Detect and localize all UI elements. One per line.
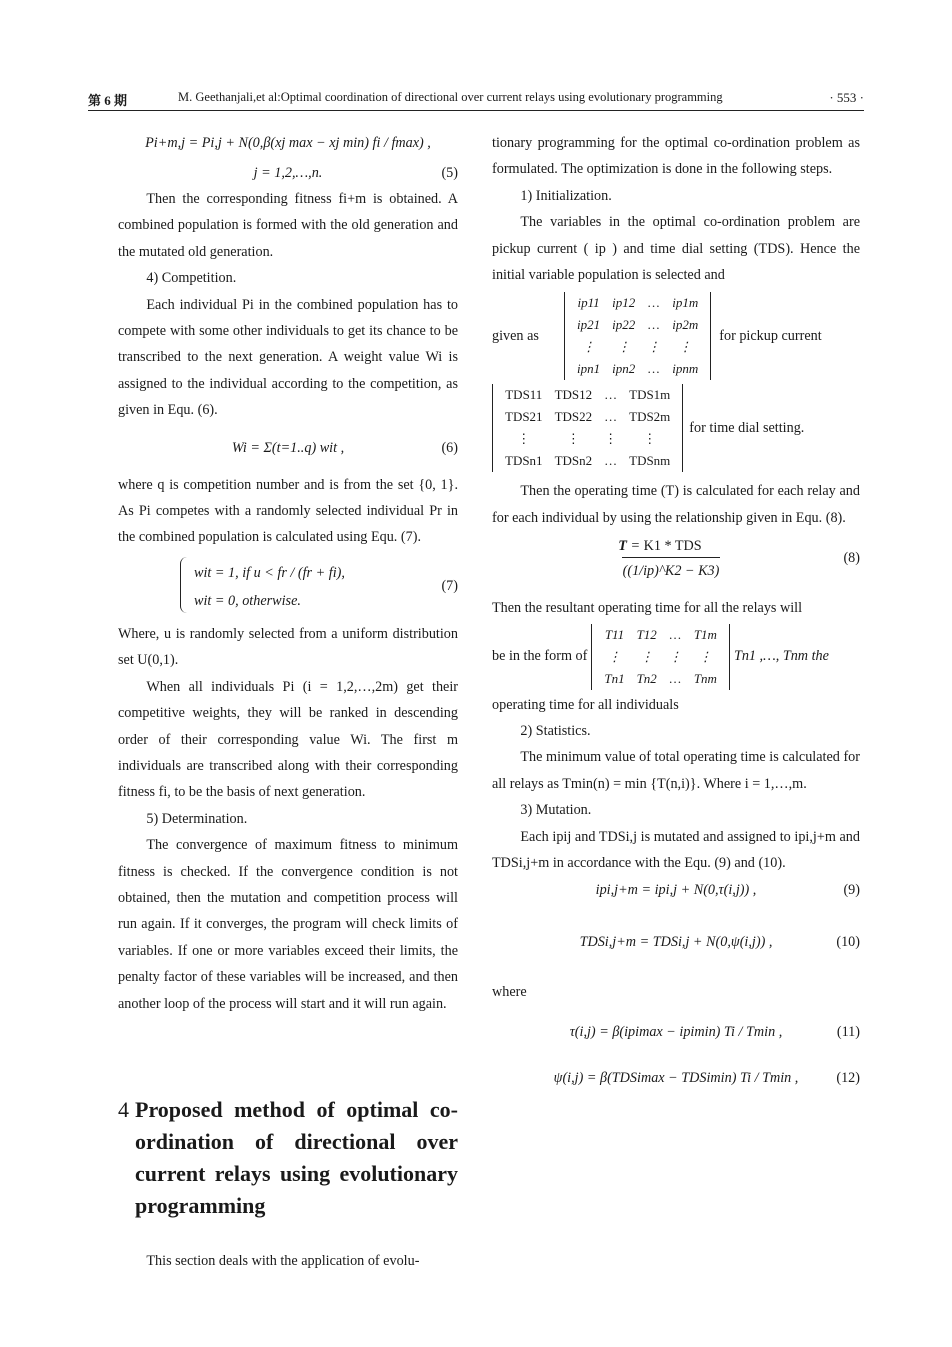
matrix-cell: ip2m (672, 317, 699, 333)
equation-5-number: (5) (441, 165, 458, 181)
given-as-label: given as (492, 328, 539, 345)
matrix-cell: TDS12 (554, 387, 593, 403)
matrix-cell: TDS2m (629, 409, 671, 425)
running-title: M. Geethanjali,et al:Optimal coordination of directional over current relays using evolutionary programming (178, 90, 723, 104)
pickup-current-matrix (564, 292, 711, 380)
matrix-cell: ⋮ (647, 339, 661, 355)
matrix-cell: ipn1 (577, 361, 601, 377)
matrix-cell: ⋮ (668, 648, 682, 664)
matrix-row (598, 668, 723, 690)
matrix-row (499, 428, 676, 450)
matrix-cell: ⋮ (604, 431, 618, 447)
equation-7-number: (7) (441, 577, 458, 594)
paragraph: When all individuals Pi (i = 1,2,…,2m) get their competitive weights, they will be ranked in descending order of their corresponding value Wi. The first m individuals are transcribed along with their corresponding fitness fi, to be the basis of next generation. (118, 678, 458, 801)
matrix-cell: … (647, 317, 660, 333)
matrix-row (499, 450, 676, 472)
matrix-cell: TDS21 (505, 409, 543, 425)
matrix-cell: … (669, 626, 682, 642)
matrix-row (571, 336, 704, 358)
equation-9-number: (9) (843, 881, 860, 898)
paragraph: where q is competition number and is from the set {0, 1}. As Pi competes with a randomly selected individual Pr in the combined population is calculated using Equ. (7). (118, 476, 458, 546)
operating-time-matrix-row (492, 624, 860, 690)
equation-7-case2: wit = 0, otherwise. (194, 592, 301, 609)
matrix-cell: TDSn2 (554, 453, 593, 469)
paragraph: Where, u is randomly selected from a uniform distribution set U(0,1). (118, 625, 458, 669)
matrix-row (571, 358, 704, 380)
matrix-cell: … (647, 295, 660, 311)
matrix-cell: ipnm (672, 361, 699, 377)
left-column (118, 130, 458, 1017)
equation-10 (492, 929, 860, 955)
matrix-cell: ⋮ (582, 339, 596, 355)
equation-7 (118, 557, 458, 619)
for-pickup-label: for pickup current (719, 328, 822, 345)
matrix-cell: ⋮ (617, 339, 631, 355)
equation-8 (492, 535, 860, 591)
issue-label: 第 6 期 (88, 93, 128, 108)
equation-9-body: ipi,j+m = ipi,j + N(0,τ(i,j)) , (595, 881, 757, 898)
matrix-cell: … (604, 387, 618, 403)
matrix-cell: TDS11 (505, 387, 543, 403)
where-label: where (492, 983, 527, 1000)
matrix-cell: T11 (604, 626, 625, 642)
equation-10-body: TDSi,j+m = TDSi,j + N(0,ψ(i,j)) , (579, 933, 773, 950)
paragraph: Each ipij and TDSi,j is mutated and assigned to ipi,j+m and TDSi,j+m in accordance with the Equ. (9) and (10). (492, 828, 860, 872)
paragraph: The minimum value of total operating time is calculated for all relays as Tmin(n) = min {T(n,i)}. Where i = 1,…,m. (492, 749, 860, 792)
equation-8-denominator: ((1/ip)^K2 − K3) (622, 557, 720, 584)
paragraph: tionary programming for the optimal co-ordination problem as formulated. The optimization is done in the following steps. (492, 135, 860, 178)
matrix-row (571, 314, 704, 336)
page-number: · 553 · (829, 90, 864, 105)
equation-6-number: (6) (441, 439, 458, 456)
equation-8-number: (8) (843, 550, 860, 567)
equation-8-numerator: T = K1 * TDS (618, 538, 702, 555)
equation-12-body: ψ(i,j) = β(TDSimax − TDSimin) Ti / Tmin , (553, 1069, 799, 1086)
be-in-form-label: be in the form of (492, 648, 588, 665)
step-heading: 5) Determination. (146, 810, 248, 827)
matrix-suffix: Tn1 ,…, Tnm the (733, 648, 829, 665)
operating-time-matrix (591, 624, 730, 690)
matrix-cell: ip21 (577, 317, 601, 333)
equation-5 (118, 130, 458, 156)
matrix-cell: TDS22 (554, 409, 593, 425)
matrix-row (598, 624, 723, 646)
equation-8-fraction (600, 535, 720, 584)
matrix-cell: Tnm (693, 670, 717, 686)
matrix-cell: T12 (636, 626, 657, 642)
equation-6-body: Wi = Σ(t=1..q) wit , (231, 439, 345, 456)
step-heading: 2) Statistics. (520, 723, 591, 740)
equation-12-number: (12) (836, 1069, 860, 1086)
paragraph: Then the operating time (T) is calculated for each relay and for each individual by using the relationship given in Equ. (8). (492, 483, 860, 526)
matrix-cell: ⋮ (678, 339, 692, 355)
matrix-cell: … (647, 361, 660, 377)
matrix-cell: … (669, 670, 682, 686)
matrix-cell: ip1m (672, 295, 699, 311)
equation-5-line2: j = 1,2,…,n. (253, 165, 323, 181)
equation-9 (492, 877, 860, 903)
paragraph: The convergence of maximum fitness to minimum fitness is checked. If the convergence condition is not obtained, then the mutation and competition process will run again. If it converges, the program will check limits of variables. If one or more variables exceed their limits, the penalty factor of these variables will be increased, and then another loop of the process will start and it will run again. (118, 837, 458, 1012)
right-column (492, 130, 860, 1091)
equation-5-line1: Pi+m,j = Pi,j + N(0,β(xj max − xj min) fi / fmax) , (145, 135, 431, 151)
matrix-cell: ip11 (577, 295, 600, 311)
matrix-cell: ip22 (612, 317, 636, 333)
matrix-row (499, 384, 676, 406)
matrix-cell: TDS1m (629, 387, 671, 403)
paragraph: operating time for all individuals (492, 696, 679, 713)
matrix-cell: ⋮ (517, 431, 531, 447)
equation-11-number: (11) (836, 1023, 860, 1040)
for-tds-label: for time dial setting. (689, 420, 805, 437)
equation-12 (492, 1065, 860, 1091)
equation-10-number: (10) (836, 933, 860, 950)
matrix-cell: Tn1 (604, 670, 625, 686)
paragraph: Then the corresponding fitness fi+m is obtained. A combined population is formed with the old generation and the mutated old generation. (118, 191, 458, 260)
equation-11 (492, 1019, 860, 1045)
matrix-cell: ⋮ (607, 648, 621, 664)
step-heading: 1) Initialization. (520, 187, 612, 204)
paragraph: Then the resultant operating time for all the relays will (492, 600, 803, 617)
tds-matrix (492, 384, 683, 472)
paragraph: The variables in the optimal co-ordination problem are pickup current ( ip ) and time dial setting (TDS). Hence the initial variable population is selected and (492, 214, 860, 284)
paragraph: Each individual Pi in the combined population has to compete with some other individuals to get its chance to be transcribed to the next generation. A weight value Wi is assigned to the individual according to the competition, as given in Equ. (6). (118, 296, 458, 419)
tds-matrix-row (492, 384, 860, 472)
section-number: 4 (118, 1097, 129, 1122)
brace (180, 557, 187, 613)
matrix-cell: … (604, 453, 618, 469)
matrix-cell: ⋮ (566, 431, 580, 447)
matrix-cell: ⋮ (640, 648, 654, 664)
matrix-row (499, 406, 676, 428)
step-heading: 4) Competition. (146, 270, 237, 287)
matrix-cell: … (604, 409, 618, 425)
matrix-cell: TDSn1 (505, 453, 543, 469)
eq8-num: K1 * TDS (643, 538, 702, 555)
matrix-cell: TDSnm (629, 453, 671, 469)
matrix-cell: ⋮ (643, 431, 657, 447)
matrix-row (571, 292, 704, 314)
step-heading: 3) Mutation. (520, 802, 592, 819)
matrix-row (598, 646, 723, 668)
equation-5-cont (118, 160, 458, 186)
equation-6 (118, 424, 458, 472)
matrix-cell: ipn2 (612, 361, 636, 377)
equation-11-body: τ(i,j) = β(ipimax − ipimin) Ti / Tmin , (569, 1023, 783, 1040)
pickup-matrix-row (492, 292, 860, 380)
equation-7-case1: wit = 1, if u < fr / (fr + fi), (194, 564, 345, 581)
paragraph: This section deals with the application of evolu- (146, 1253, 420, 1269)
matrix-cell: ip12 (612, 295, 636, 311)
section-title: Proposed method of optimal co-ordination of directional over current relays using evolutionary programming (135, 1097, 458, 1218)
matrix-cell: T1m (693, 626, 717, 642)
matrix-cell: ⋮ (698, 648, 712, 664)
page-header (88, 86, 864, 111)
matrix-cell: Tn2 (636, 670, 657, 686)
